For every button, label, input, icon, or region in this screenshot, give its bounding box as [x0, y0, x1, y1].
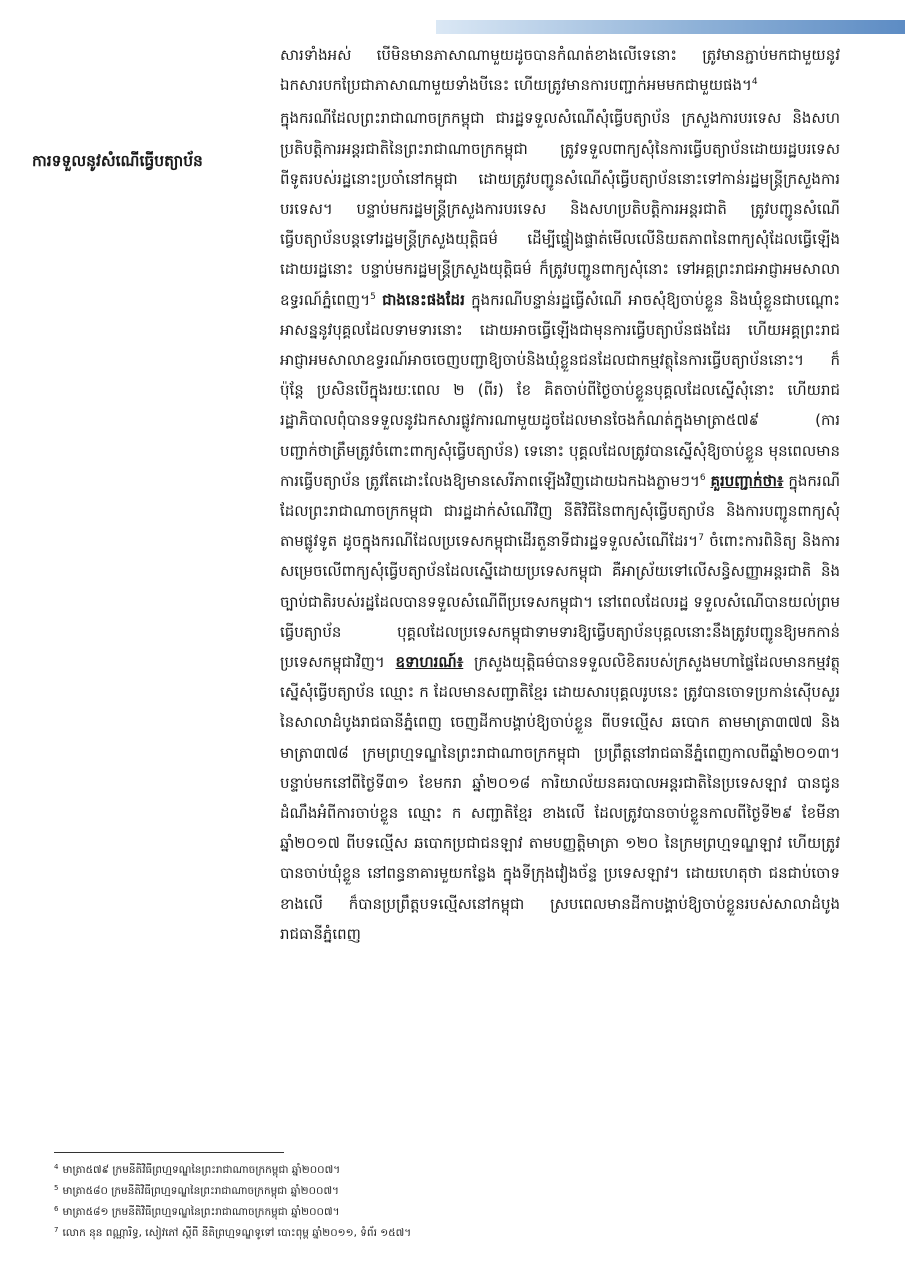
footnote-number: 6 [54, 1204, 59, 1213]
paragraph-sentence-3: ក្នុងករណីដែលព្រះរាជាណាចក្រកម្ពុជា ជារដ្ឋដាក់សំណើវិញ នីតិវិធីនៃពាក្យសុំធ្វើបត្យាប័ន និងការបញ្ជូនពាក្យសុំតាមផ្លូវទូត ដូចក្នុងករណីដែលប្រទេសកម្ពុជាដើរតួនាទីជារដ្ឋទទួលសំណើដែរ។ [280, 471, 841, 551]
footnote-text: លោក នុន ពណ្ណារិទ្ធ, សៀវភៅ ស្តីពី នីតិព្រហ្មទណ្ឌទូទៅ បោះពុម្ព ឆ្នាំ២០១១, ទំព័រ ១៥៧។ [62, 1227, 412, 1239]
footnote-ref-4: 4 [751, 77, 758, 88]
footnote [54, 1202, 844, 1223]
body-column [280, 40, 840, 949]
paragraph-sentence-4: ចំពោះការពិនិត្យ និងការសម្រេចលើពាក្យសុំធ្វើបត្យាប័នដែលស្នើដោយប្រទេសកម្ពុជា គឺអាស្រ័យទៅលើសន្ធិសញ្ញាអន្តរជាតិ និងច្បាប់ជាតិរបស់រដ្ឋដែលបានទទួលសំណើពីប្រទេសកម្ពុជា។ នៅពេលដែលរដ្ឋ ទទួលសំណើបានយល់ព្រមធ្វើបត្យាប័ន បុគ្គលដែលប្រទេសកម្ពុជាទាមទារឱ្យធ្វើបត្យាប័នបុគ្គលនោះនឹងត្រូវបញ្ជូនឱ្យមកកាន់ប្រទេសកម្ពុជាវិញ។ [280, 532, 841, 672]
footnote-number: 4 [54, 1162, 59, 1171]
footnote-divider [54, 1152, 284, 1153]
lead-text: សារទាំងអស់ បើមិនមានភាសាណាមួយដូចបានកំណត់ខាងលើទេនោះ ត្រូវមានភ្ជាប់មកជាមួយនូវឯកសារបកប្រែជាភាសាណាមួយទាំងបីនេះ ហើយត្រូវមានការបញ្ជាក់អមមកជាមួយផង។ [280, 46, 840, 95]
footnote [54, 1160, 844, 1181]
footnote-number: 7 [54, 1225, 59, 1234]
paragraph-sentence-2: ក្នុងករណីបន្ទាន់រដ្ឋធ្វើសំណើ អាចសុំឱ្យចាប់ខ្លួន និងឃុំខ្លួនជាបណ្តោះអាសន្ននូវបុគ្គលដែលទាមទារនោះ ដោយអាចធ្វើឡើងជាមុនការធ្វើបត្យាប័នផងដែរ ហើយអគ្គព្រះរាជអាជ្ញាអមសាលាឧទ្ធរណ៍អាចចេញបញ្ជាឱ្យចាប់និងឃុំខ្លួនជនដែលជាកម្មវត្ថុនៃការធ្វើបត្យាប័ននោះ។ ក៏ប៉ុន្តែ ប្រសិនបើក្នុងរយៈពេល ២ (ពីរ) ខែ គិតចាប់ពីថ្ងៃចាប់ខ្លួនបុគ្គលដែលស្នើសុំនោះ ហើយរាជរដ្ឋាភិបាលពុំបានទទួលនូវឯកសារផ្លូវការណាមួយដូចដែលមានចែងកំណត់ក្នុងមាត្រា៥៧៩ (ការបញ្ជាក់ថាត្រឹមត្រូវចំពោះពាក្យសុំធ្វើបត្យាប័ន) ទេនោះ បុគ្គលដែលត្រូវបានស្នើសុំឱ្យចាប់ខ្លួន មុនពេលមានការធ្វើបត្យាប័ន ត្រូវតែដោះលែងឱ្យមានសេរីភាពឡើងវិញដោយឯកឯងភ្លាមៗ។ [280, 290, 840, 490]
footnote-text: មាត្រា៥៨១ ក្រមនីតិវិធីព្រហ្មទណ្ឌនៃព្រះរាជាណាចក្រកម្ពុជា ឆ្នាំ២០០៧។ [62, 1206, 340, 1218]
footnote [54, 1181, 844, 1202]
footnote-number: 5 [54, 1183, 59, 1192]
paragraph-sentence-1: ក្នុងករណីដែលព្រះរាជាណាចក្រកម្ពុជា ជារដ្ឋទទួលសំណើសុំធ្វើបត្យាប័ន ក្រសួងការបរទេស និងសហប្រតិបត្តិការអន្តរជាតិនៃព្រះរាជាណាចក្រកម្ពុជា ត្រូវទទួលពាក្យសុំនៃការធ្វើបត្យាប័នដោយរដ្ឋបរទេស ពីទូតរបស់រដ្ឋនោះប្រចាំនៅកម្ពុជា ដោយត្រូវបញ្ជូនសំណើសុំធ្វើបត្យាប័ននោះទៅកាន់រដ្ឋមន្រ្តីក្រសួងការបរទេស។ បន្ទាប់មករដ្ឋមន្ត្រីក្រសួងការបរទេស និងសហប្រតិបត្តិការអន្តរជាតិ ត្រូវបញ្ជូនសំណើធ្វើបត្យាប័នបន្តទៅរដ្ឋមន្ត្រីក្រសួងយុត្តិធម៌ ដើម្បីផ្ទៀងផ្ទាត់មើលលើនិយតភាពនៃពាក្យសុំដែលធ្វើឡើងដោយរដ្ឋនោះ បន្ទាប់មករដ្ឋមន្ត្រីក្រសួងយុត្តិធម៌ ក៏ត្រូវបញ្ជូនពាក្យសុំនោះ ទៅអគ្គព្រះរាជអាជ្ញាអមសាលាឧទ្ធរណ៍ភ្នំពេញ។ [280, 109, 840, 309]
footnote-text: មាត្រា៥៨០ ក្រមនីតិវិធីព្រហ្មទណ្ឌនៃព្រះរាជាណាចក្រកម្ពុជា ឆ្នាំ២០០៧។ [62, 1185, 339, 1197]
footnote-ref-5: 5 [370, 291, 376, 302]
paragraph-sentence-5: ក្រសួងយុត្តិធម៌បានទទួលលិខិតរបស់ក្រសួងមហាផ្ទៃដែលមានកម្មវត្ថុស្នើសុំធ្វើបត្យាប័ន ឈ្មោះ ក ដែលមានសញ្ជាតិខ្មែរ ដោយសារបុគ្គលរូបនេះ ត្រូវបានចោទប្រកាន់ស៊ើបសួរនៃសាលាដំបូងរាជធានីភ្នំពេញ ចេញដីកាបង្គាប់ឱ្យចាប់ខ្លួន ពីបទល្មើស ឆបោក តាមមាត្រា៣៧៧ និងមាត្រា៣៧៨ ក្រមព្រហ្មទណ្ឌនៃព្រះរាជាណាចក្រកម្ពុជា ប្រព្រឹត្តនៅរាជធានីភ្នំពេញកាលពីឆ្នាំ២០១៣។ បន្ទាប់មកនៅពីថ្ងៃទី៣១ ខែមករា ឆ្នាំ២០១៨ ការិយាល័យនគរបាលអន្តរជាតិនៃប្រទេសឡាវ បានជូនដំណឹងអំពីការចាប់ខ្លួន ឈ្មោះ ក សញ្ជាតិខ្មែរ ខាងលើ ដែលត្រូវបានចាប់ខ្លួនកាលពីថ្ងៃទី២៩ ខែមីនា ឆ្នាំ២០១៧ ពីបទល្មើស ឆបោកប្រជាជនឡាវ តាមបញ្ញត្តិមាត្រា ១២០ នៃក្រមព្រហ្មទណ្ឌឡាវ ហើយត្រូវបានចាប់ឃុំខ្លួន នៅពន្ធនាគារមួយកន្លែង ក្នុងទីក្រុងវៀងច័ន្ទ ប្រទេសឡាវ។ ដោយហេតុថា ជនជាប់ចោទខាងលើ ក៏បានប្រព្រឹត្តបទល្មើសនៅកម្ពុជា ស្របពេលមានដីកាបង្គាប់ឱ្យចាប់ខ្លួនរបស់សាលាដំបូងរាជធានីភ្នំពេញ [280, 653, 840, 943]
footnote-text: មាត្រា៥៧៩ ក្រមនីតិវិធីព្រហ្មទណ្ឌនៃព្រះរាជាណាចក្រកម្ពុជា ឆ្នាំ២០០៧។ [62, 1164, 341, 1176]
footnote [54, 1223, 844, 1244]
emphasis-example: ឧទាហរណ៍៖ [395, 653, 464, 672]
lead-paragraph [280, 40, 840, 100]
emphasis-note: គួរបញ្ជាក់ថា៖ [710, 471, 784, 490]
emphasis-moreover: ជាងនេះផងដែរ [382, 290, 465, 309]
header-accent-bar [436, 20, 905, 34]
footnote-ref-6: 6 [699, 472, 706, 483]
footnote-ref-7: 7 [698, 533, 704, 544]
section-heading: ការទទួលនូវសំណើធ្វើបត្យាប័ន [32, 152, 203, 170]
main-paragraph [280, 103, 840, 949]
footnotes-list [54, 1160, 844, 1244]
